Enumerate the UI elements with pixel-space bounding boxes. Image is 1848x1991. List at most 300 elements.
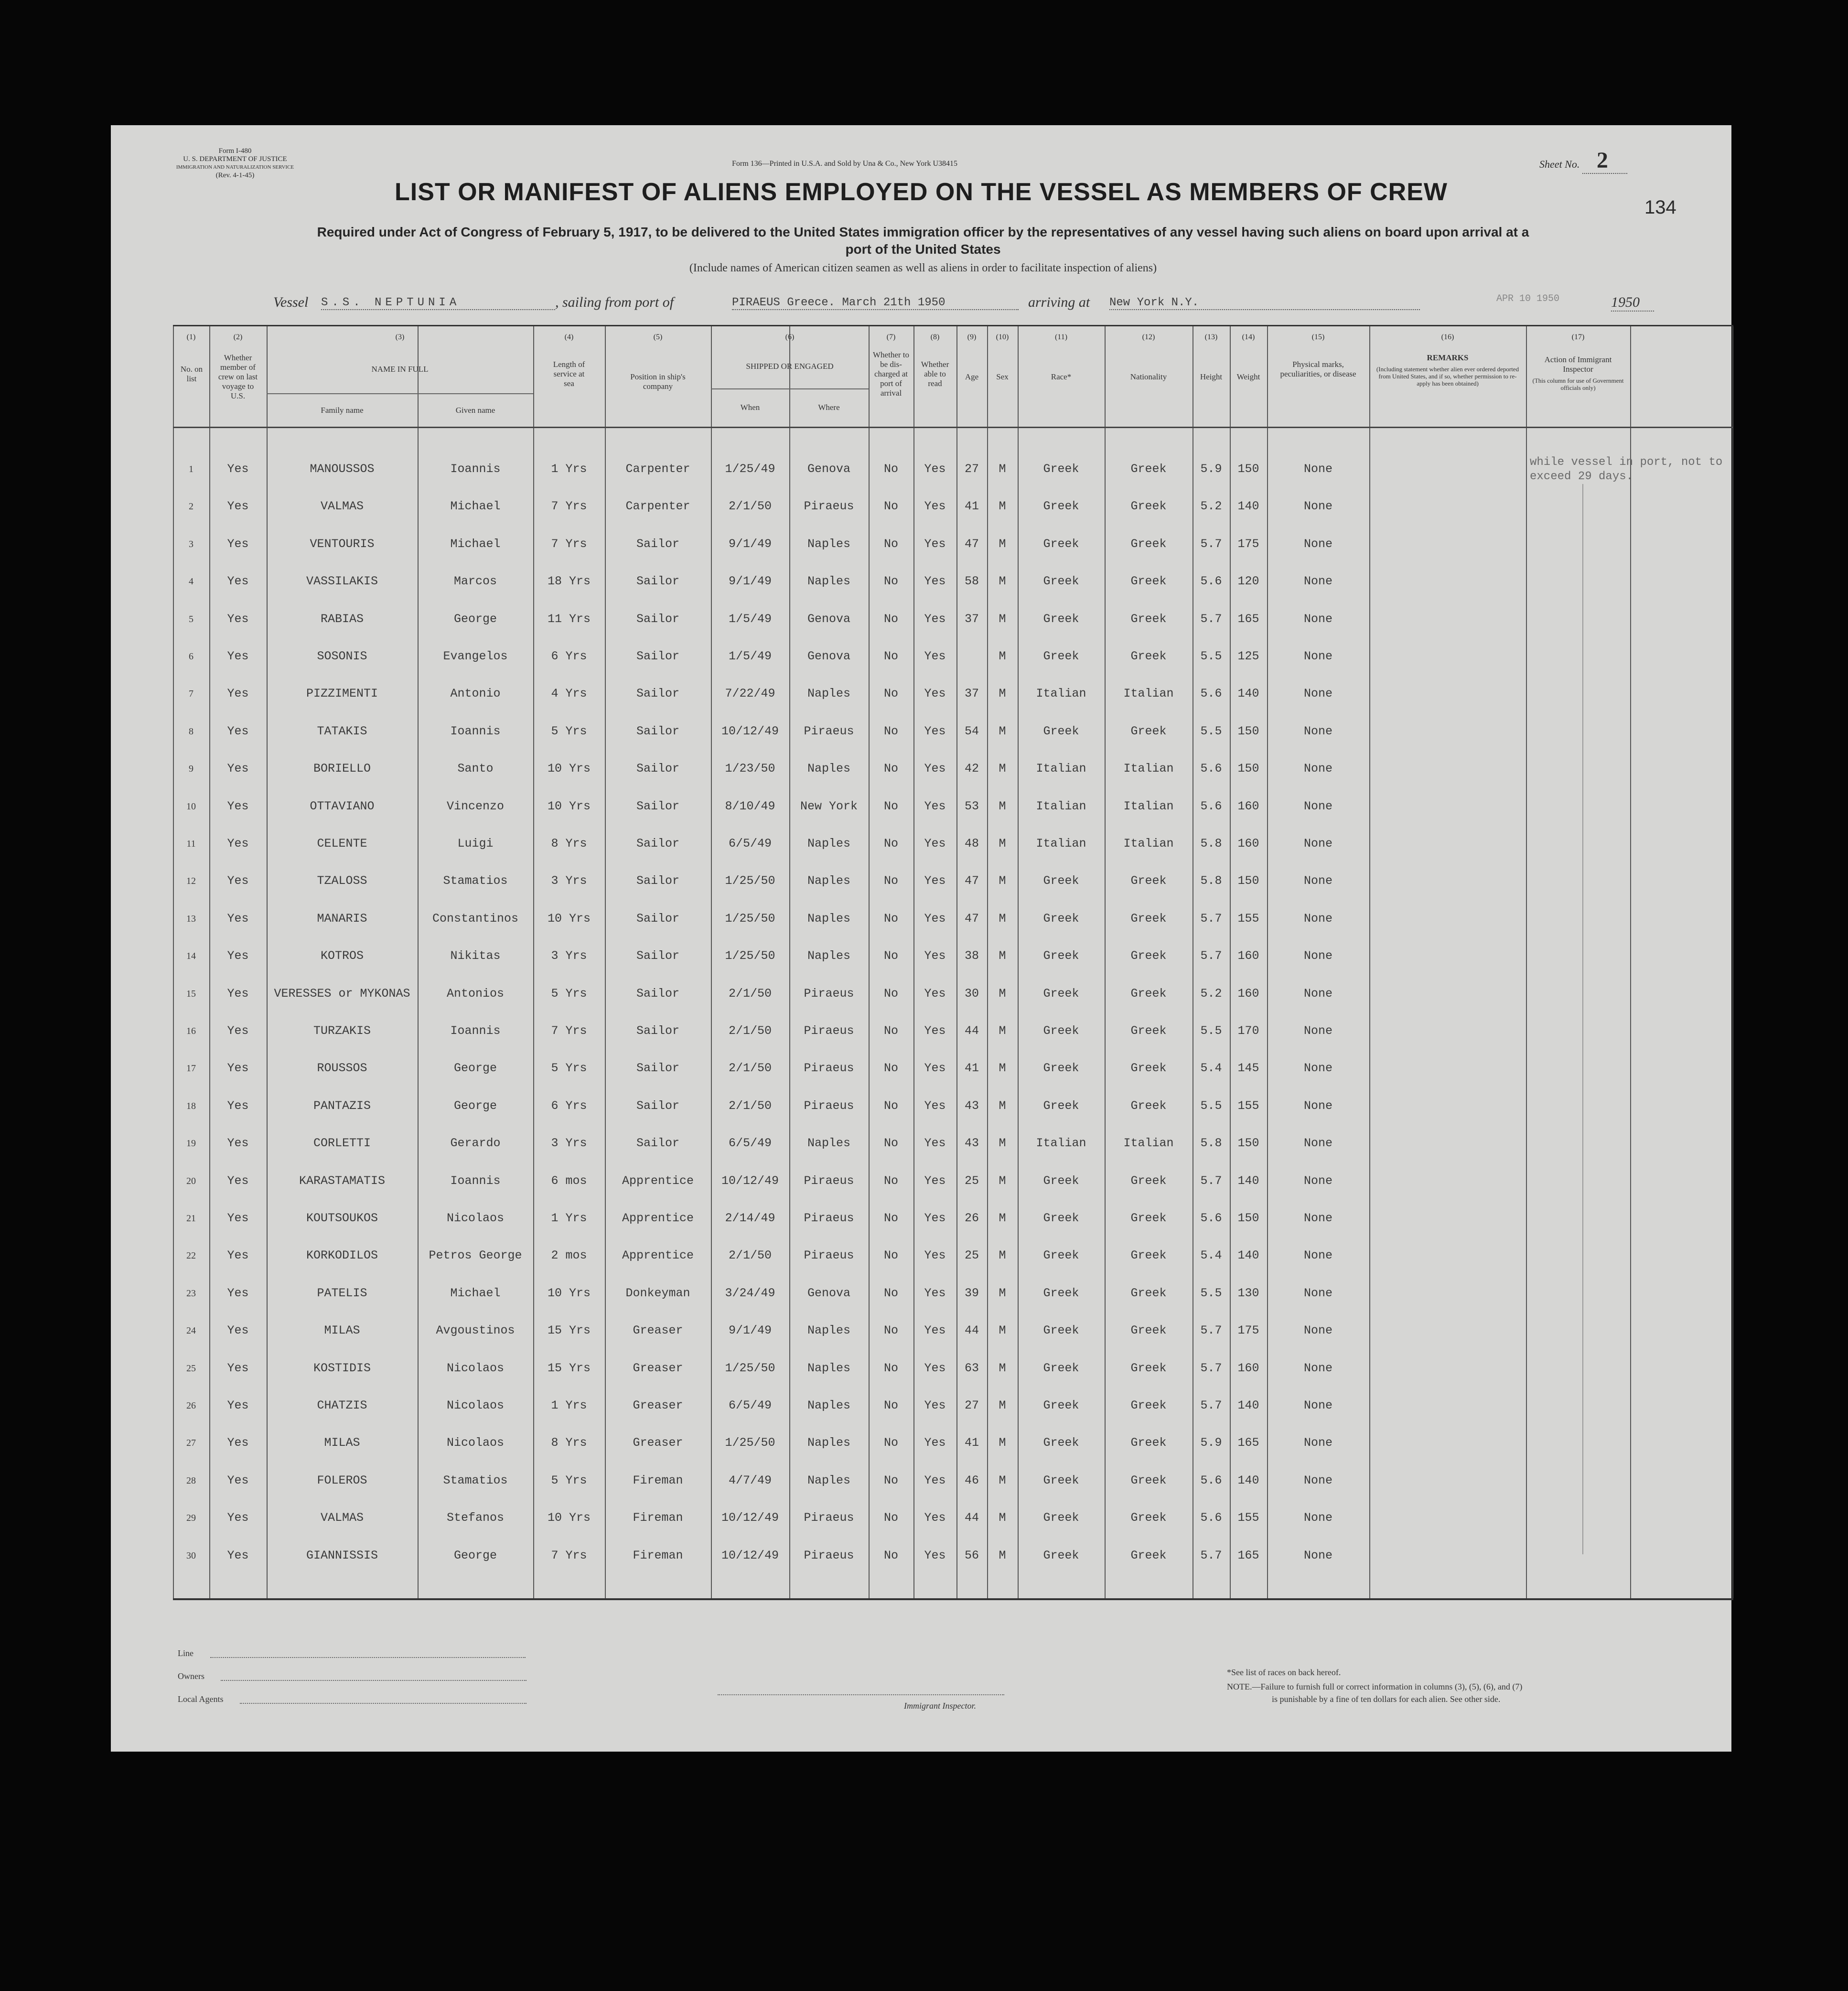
cell-race: Greek [1043, 1399, 1079, 1412]
cell-race: Greek [1043, 537, 1079, 551]
cell-race: Greek [1043, 462, 1079, 476]
cell-nat: Greek [1130, 1211, 1167, 1225]
vessel-line [273, 294, 1687, 313]
table-row [173, 1462, 1733, 1499]
cell-height: 5.2 [1200, 986, 1222, 1001]
cell-family: VERESSES or MYKONAS [274, 986, 410, 1001]
cell-when: 6/5/49 [728, 1399, 772, 1412]
cell-sex: M [999, 537, 1006, 551]
cell-read: Yes [924, 1024, 946, 1038]
cell-where: New York [800, 799, 858, 813]
cell-position: Donkeyman [625, 1286, 690, 1300]
cell-when: 10/12/49 [721, 1548, 779, 1562]
cell-race: Greek [1043, 1248, 1079, 1263]
cell-when: 10/12/49 [721, 724, 779, 738]
cell-race: Greek [1043, 1211, 1079, 1225]
col-head-family: Family name [321, 406, 364, 415]
cell-member: Yes [227, 1173, 249, 1188]
sheet-number-block [1539, 147, 1627, 173]
cell-height: 5.8 [1200, 837, 1222, 850]
cell-position: Carpenter [625, 499, 690, 514]
cell-phys: None [1303, 949, 1332, 963]
cell-race: Greek [1043, 1286, 1079, 1300]
table-row [173, 488, 1733, 525]
cell-race: Greek [1043, 874, 1079, 888]
cell-where: Genova [807, 462, 850, 476]
table-row [173, 1087, 1733, 1125]
cell-sex: M [999, 1436, 1006, 1450]
cell-given: Antonio [450, 687, 501, 701]
cell-family: FOLEROS [317, 1473, 367, 1487]
cell-no: 12 [186, 876, 196, 887]
cell-nat: Greek [1130, 1324, 1167, 1338]
cell-read: Yes [924, 1248, 946, 1263]
cell-no: 8 [189, 726, 193, 737]
cell-disch: No [883, 612, 898, 626]
table-row [173, 601, 1733, 638]
cell-given: Stefanos [446, 1511, 505, 1525]
cell-when: 1/25/50 [725, 1436, 775, 1450]
table-row [173, 1050, 1733, 1087]
subtitle-note: (Include names of American citizen seamen as well as aliens in order to facilitate inspection of aliens) [689, 262, 1157, 274]
cell-family: MILAS [324, 1436, 360, 1450]
col-num-12: (12) [1142, 333, 1155, 341]
cell-disch: No [883, 1473, 898, 1487]
cell-position: Fireman [633, 1473, 683, 1487]
cell-sex: M [999, 1399, 1006, 1412]
cell-family: SOSONIS [317, 649, 367, 663]
cell-given: Michael [450, 1286, 501, 1300]
cell-member: Yes [227, 1473, 249, 1487]
cell-weight: 120 [1237, 574, 1259, 589]
cell-height: 5.6 [1200, 687, 1222, 701]
form-agency-block [163, 147, 307, 180]
cell-race: Greek [1043, 574, 1079, 589]
cell-phys: None [1303, 1361, 1332, 1375]
cell-where: Naples [807, 837, 850, 850]
cell-sex: M [999, 1286, 1006, 1300]
cell-when: 2/1/50 [728, 986, 772, 1001]
table-row [173, 900, 1733, 937]
col-head-age: Age [965, 372, 979, 381]
cell-disch: No [883, 649, 898, 663]
cell-when: 1/5/49 [728, 649, 772, 663]
cell-read: Yes [924, 1098, 946, 1113]
cell-where: Naples [807, 574, 850, 589]
cell-height: 5.5 [1200, 1286, 1222, 1300]
cell-disch: No [883, 1211, 898, 1225]
cell-sex: M [999, 799, 1006, 813]
cell-nat: Greek [1130, 911, 1167, 926]
cell-height: 5.9 [1200, 1436, 1222, 1450]
cell-position: Sailor [636, 874, 679, 888]
cell-height: 5.6 [1200, 1473, 1222, 1487]
col-num-13: (13) [1204, 333, 1218, 341]
cell-when: 6/5/49 [728, 1136, 772, 1151]
arrival-year: 1950 [1611, 294, 1654, 312]
cell-read: Yes [924, 874, 946, 888]
cell-height: 5.7 [1200, 1399, 1222, 1412]
cell-position: Sailor [636, 1024, 679, 1038]
col-num-1: (1) [186, 333, 196, 341]
col-num-15: (15) [1311, 333, 1325, 341]
cell-read: Yes [924, 949, 946, 963]
cell-given: Avgoustinos [436, 1324, 515, 1338]
cell-where: Naples [807, 949, 850, 963]
cell-position: Sailor [636, 911, 679, 926]
cell-read: Yes [924, 724, 946, 738]
cell-age: 41 [964, 1061, 979, 1076]
col-head-position: Position in ship's company [630, 372, 686, 391]
cell-weight: 140 [1237, 1173, 1259, 1188]
cell-given: Stamatios [443, 874, 508, 888]
cell-position: Sailor [636, 1061, 679, 1076]
cell-sex: M [999, 986, 1006, 1001]
cell-when: 1/5/49 [728, 612, 772, 626]
cell-family: PIZZIMENTI [306, 687, 378, 701]
col-head-remarks: REMARKS [1427, 353, 1469, 362]
cell-no: 26 [186, 1400, 196, 1411]
cell-when: 9/1/49 [728, 537, 772, 551]
cell-service: 7 Yrs [551, 1024, 587, 1038]
cell-nat: Greek [1130, 724, 1167, 738]
service: IMMIGRATION AND NATURALIZATION SERVICE [176, 164, 294, 170]
cell-family: CORLETTI [313, 1136, 371, 1151]
cell-where: Naples [807, 874, 850, 888]
cell-disch: No [883, 499, 898, 514]
cell-position: Sailor [636, 837, 679, 850]
cell-no: 5 [189, 613, 193, 624]
cell-when: 2/1/50 [728, 499, 772, 514]
cell-nat: Greek [1130, 1098, 1167, 1113]
cell-service: 3 Yrs [551, 874, 587, 888]
cell-member: Yes [227, 687, 249, 701]
cell-age: 44 [964, 1024, 979, 1038]
cell-position: Greaser [633, 1399, 683, 1412]
cell-phys: None [1303, 499, 1332, 514]
cell-no: 11 [186, 839, 196, 849]
cell-race: Greek [1043, 1024, 1079, 1038]
cell-sex: M [999, 574, 1006, 589]
cell-weight: 160 [1237, 837, 1259, 850]
cell-age: 44 [964, 1511, 979, 1525]
cell-phys: None [1303, 649, 1332, 663]
table-row [173, 937, 1733, 975]
cell-no: 15 [186, 988, 196, 999]
cell-height: 5.5 [1200, 724, 1222, 738]
cell-age: 27 [964, 462, 979, 476]
cell-sex: M [999, 762, 1006, 776]
cell-where: Genova [807, 1286, 850, 1300]
cell-member: Yes [227, 1286, 249, 1300]
cell-given: Nicolaos [446, 1399, 505, 1412]
cell-sex: M [999, 874, 1006, 888]
col-head-name: NAME IN FULL [371, 365, 429, 374]
cell-service: 6 Yrs [551, 649, 587, 663]
cell-position: Sailor [636, 1098, 679, 1113]
cell-family: MILAS [324, 1324, 360, 1338]
cell-disch: No [883, 1436, 898, 1450]
cell-height: 5.7 [1200, 1548, 1222, 1562]
cell-height: 5.4 [1200, 1248, 1222, 1263]
cell-sex: M [999, 1211, 1006, 1225]
table-row [173, 1350, 1733, 1387]
cell-height: 5.6 [1200, 1211, 1222, 1225]
cell-member: Yes [227, 1361, 249, 1375]
col-head-member: Whether member of crew on last voyage to U.S. [218, 353, 258, 400]
cell-height: 5.7 [1200, 949, 1222, 963]
cell-family: PANTAZIS [313, 1098, 371, 1113]
col-head-given: Given name [455, 406, 495, 415]
cell-service: 6 mos [551, 1173, 587, 1188]
cell-race: Italian [1036, 799, 1086, 813]
cell-read: Yes [924, 986, 946, 1001]
cell-position: Carpenter [625, 462, 690, 476]
cell-member: Yes [227, 837, 249, 850]
cell-service: 6 Yrs [551, 1098, 587, 1113]
cell-family: KARASTAMATIS [299, 1173, 386, 1188]
date-stamp: APR 10 1950 [1496, 293, 1560, 304]
cell-member: Yes [227, 574, 249, 589]
cell-sex: M [999, 687, 1006, 701]
cell-sex: M [999, 1136, 1006, 1151]
cell-position: Sailor [636, 986, 679, 1001]
col-head-action: Action of Immigrant Inspector [1544, 355, 1612, 374]
cell-age: 42 [964, 762, 979, 776]
cell-nat: Greek [1130, 574, 1167, 589]
cell-nat: Greek [1130, 1436, 1167, 1450]
cell-weight: 150 [1237, 874, 1259, 888]
cell-where: Piraeus [804, 499, 854, 514]
cell-phys: None [1303, 986, 1332, 1001]
cell-nat: Greek [1130, 1399, 1167, 1412]
cell-family: BORIELLO [313, 762, 371, 776]
cell-read: Yes [924, 1436, 946, 1450]
cell-member: Yes [227, 874, 249, 888]
cell-position: Sailor [636, 537, 679, 551]
col-num-10: (10) [996, 333, 1009, 341]
cell-sex: M [999, 1098, 1006, 1113]
cell-height: 5.6 [1200, 1511, 1222, 1525]
cell-phys: None [1303, 1098, 1332, 1113]
manifest-sheet [111, 125, 1731, 1752]
cell-read: Yes [924, 687, 946, 701]
cell-when: 9/1/49 [728, 1324, 772, 1338]
cell-race: Greek [1043, 724, 1079, 738]
cell-weight: 155 [1237, 911, 1259, 926]
cell-position: Fireman [633, 1548, 683, 1562]
cell-race: Greek [1043, 612, 1079, 626]
cell-weight: 160 [1237, 986, 1259, 1001]
cell-phys: None [1303, 762, 1332, 776]
cell-phys: None [1303, 837, 1332, 850]
cell-age: 56 [964, 1548, 979, 1562]
cell-member: Yes [227, 799, 249, 813]
cell-age: 47 [964, 874, 979, 888]
cell-disch: No [883, 537, 898, 551]
cell-phys: None [1303, 724, 1332, 738]
cell-nat: Greek [1130, 1286, 1167, 1300]
cell-nat: Greek [1130, 1511, 1167, 1525]
cell-given: Evangelos [443, 649, 508, 663]
col-head-nationality: Nationality [1130, 372, 1167, 381]
cell-no: 30 [186, 1550, 196, 1561]
cell-disch: No [883, 1511, 898, 1525]
cell-position: Greaser [633, 1436, 683, 1450]
cell-family: ROUSSOS [317, 1061, 367, 1076]
cell-family: KORKODILOS [306, 1248, 378, 1263]
cell-where: Naples [807, 1361, 850, 1375]
cell-family: CHATZIS [317, 1399, 367, 1412]
cell-service: 1 Yrs [551, 1211, 587, 1225]
cell-phys: None [1303, 1399, 1332, 1412]
cell-when: 6/5/49 [728, 837, 772, 850]
table-row [173, 788, 1733, 825]
cell-race: Italian [1036, 1136, 1086, 1151]
cell-where: Piraeus [804, 1061, 854, 1076]
cell-position: Sailor [636, 687, 679, 701]
cell-service: 5 Yrs [551, 1061, 587, 1076]
cell-given: Marcos [453, 574, 497, 589]
cell-age: 44 [964, 1324, 979, 1338]
cell-service: 8 Yrs [551, 837, 587, 850]
cell-disch: No [883, 1061, 898, 1076]
cell-read: Yes [924, 1361, 946, 1375]
cell-family: RABIAS [320, 612, 364, 626]
cell-read: Yes [924, 1061, 946, 1076]
cell-when: 8/10/49 [725, 799, 775, 813]
cell-when: 1/23/50 [725, 762, 775, 776]
cell-sex: M [999, 1548, 1006, 1562]
cell-height: 5.7 [1200, 1324, 1222, 1338]
cell-height: 5.6 [1200, 574, 1222, 589]
cell-age: 39 [964, 1286, 979, 1300]
cell-position: Sailor [636, 612, 679, 626]
cell-disch: No [883, 874, 898, 888]
cell-weight: 155 [1237, 1511, 1259, 1525]
cell-age: 58 [964, 574, 979, 589]
cell-service: 11 Yrs [547, 612, 591, 626]
cell-height: 5.6 [1200, 799, 1222, 813]
cell-read: Yes [924, 762, 946, 776]
cell-read: Yes [924, 1548, 946, 1562]
department: U. S. DEPARTMENT OF JUSTICE [183, 155, 287, 163]
cell-weight: 150 [1237, 1136, 1259, 1151]
cell-disch: No [883, 1548, 898, 1562]
cell-disch: No [883, 1173, 898, 1188]
cell-service: 2 mos [551, 1248, 587, 1263]
cell-disch: No [883, 1136, 898, 1151]
cell-weight: 140 [1237, 1248, 1259, 1263]
cell-service: 4 Yrs [551, 687, 587, 701]
cell-where: Piraeus [804, 1248, 854, 1263]
cell-age: 43 [964, 1098, 979, 1113]
revision: (Rev. 4-1-45) [215, 172, 255, 179]
cell-race: Greek [1043, 1548, 1079, 1562]
cell-member: Yes [227, 462, 249, 476]
cell-disch: No [883, 799, 898, 813]
cell-given: Santo [457, 762, 494, 776]
cell-height: 5.7 [1200, 1361, 1222, 1375]
cell-family: VASSILAKIS [306, 574, 378, 589]
cell-when: 2/1/50 [728, 1248, 772, 1263]
cell-weight: 140 [1237, 1399, 1259, 1412]
cell-nat: Italian [1123, 1136, 1174, 1151]
cell-phys: None [1303, 1173, 1332, 1188]
cell-phys: None [1303, 687, 1332, 701]
col-head-shipped: SHIPPED OR ENGAGED [746, 362, 834, 371]
cell-position: Sailor [636, 799, 679, 813]
cell-no: 6 [189, 651, 193, 662]
table-row [173, 1424, 1733, 1462]
cell-where: Naples [807, 762, 850, 776]
cell-weight: 170 [1237, 1024, 1259, 1038]
cell-when: 1/25/50 [725, 1361, 775, 1375]
cell-sex: M [999, 1324, 1006, 1338]
cell-where: Naples [807, 1324, 850, 1338]
cell-given: Ioannis [450, 1173, 501, 1188]
footer-line-label: Line [178, 1648, 193, 1658]
cell-nat: Greek [1130, 1061, 1167, 1076]
cell-age: 46 [964, 1473, 979, 1487]
cell-when: 2/1/50 [728, 1098, 772, 1113]
cell-weight: 165 [1237, 1548, 1259, 1562]
cell-member: Yes [227, 1024, 249, 1038]
cell-nat: Greek [1130, 462, 1167, 476]
cell-when: 3/24/49 [725, 1286, 775, 1300]
cell-given: Michael [450, 499, 501, 514]
col-head-race: Race* [1051, 372, 1072, 381]
cell-position: Sailor [636, 724, 679, 738]
cell-member: Yes [227, 1248, 249, 1263]
cell-disch: No [883, 462, 898, 476]
table-row [173, 526, 1733, 563]
cell-nat: Greek [1130, 649, 1167, 663]
cell-when: 2/14/49 [725, 1211, 775, 1225]
cell-phys: None [1303, 1061, 1332, 1076]
cell-given: George [453, 612, 497, 626]
cell-no: 24 [186, 1325, 196, 1336]
cell-sex: M [999, 1061, 1006, 1076]
cell-service: 10 Yrs [547, 911, 591, 926]
col-num-14: (14) [1242, 333, 1255, 341]
col-head-discharged: Whether to be dis-charged at port of arrival [873, 350, 909, 398]
table-row [173, 1200, 1733, 1237]
cell-nat: Greek [1130, 1024, 1167, 1038]
cell-age: 63 [964, 1361, 979, 1375]
cell-where: Piraeus [804, 1173, 854, 1188]
cell-when: 7/22/49 [725, 687, 775, 701]
cell-position: Sailor [636, 949, 679, 963]
cell-no: 25 [186, 1363, 196, 1374]
col-num-11: (11) [1054, 333, 1068, 341]
cell-service: 15 Yrs [547, 1324, 591, 1338]
cell-given: Gerardo [450, 1136, 501, 1151]
vessel-name: S.S. NEPTUNIA [321, 296, 555, 310]
cell-position: Greaser [633, 1361, 683, 1375]
cell-height: 5.8 [1200, 1136, 1222, 1151]
cell-read: Yes [924, 499, 946, 514]
departure-port: PIRAEUS Greece. March 21th 1950 [732, 296, 1019, 310]
cell-age: 54 [964, 724, 979, 738]
cell-no: 19 [186, 1138, 196, 1149]
cell-race: Greek [1043, 1061, 1079, 1076]
table-row [173, 862, 1733, 900]
cell-race: Greek [1043, 1098, 1079, 1113]
cell-read: Yes [924, 1399, 946, 1412]
cell-read: Yes [924, 1511, 946, 1525]
cell-given: Nicolaos [446, 1436, 505, 1450]
